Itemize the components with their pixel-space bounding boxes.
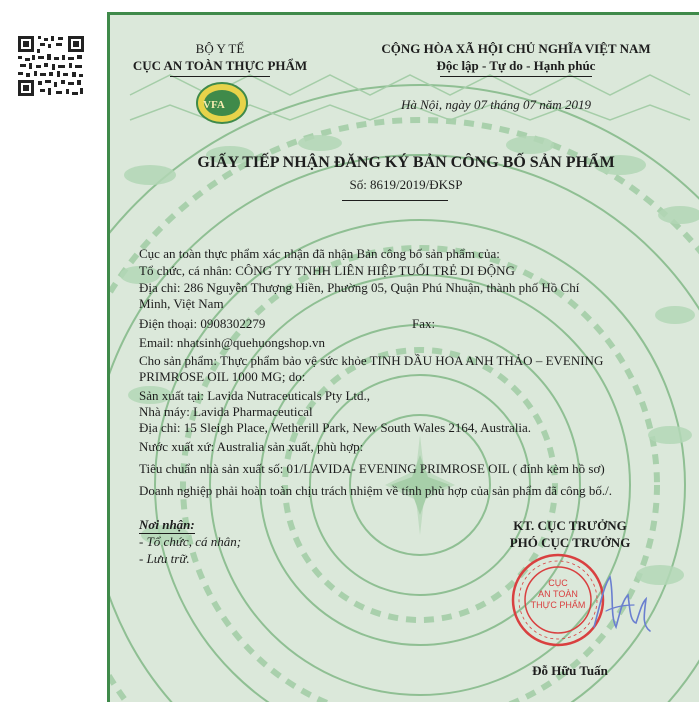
fax-line: Fax: (412, 316, 436, 331)
logo-text: VFA (203, 99, 225, 111)
republic-name: CỘNG HÒA XÃ HỘI CHỦ NGHĨA VIỆT NAM (381, 41, 651, 56)
motto-underline (440, 76, 592, 77)
certificate (107, 12, 699, 702)
ministry-name: BỘ Y TẾ (195, 41, 245, 56)
body-line-3: Địa chỉ: 286 Nguyễn Thượng Hiền, Phường 05, Quận Phú Nhuận, thành phố Hồ Chí (139, 280, 580, 295)
factory-line: Nhà máy: Lavida Pharmaceutical (139, 404, 313, 419)
agency-underline (170, 76, 270, 77)
number-underline (342, 200, 448, 201)
standard-line: Tiêu chuẩn nhà sản xuất số: 01/LAVIDA- EVENING PRIMROSE OIL ( đính kèm hồ sơ) (139, 461, 605, 476)
maker-line: Sản xuất tại: Lavida Nutraceuticals Pty Ltd., (139, 388, 371, 403)
factory-address-line: Địa chỉ: 15 Sleigh Place, Wetherill Park, New South Wales 2164, Australia. (139, 420, 532, 435)
handwritten-signature (580, 565, 660, 645)
recipient-item-2: - Lưu trữ. (139, 551, 190, 566)
signer-title-1: KT. CỤC TRƯỞNG (513, 518, 627, 533)
body-line-2: Tổ chức, cá nhân: CÔNG TY TNHH LIÊN HIỆP TUỔI TRẺ DI ĐỘNG (139, 263, 515, 278)
document-title: GIẤY TIẾP NHẬN ĐĂNG KÝ BẢN CÔNG BỐ SẢN PHẨM (197, 154, 615, 171)
agency-name: CỤC AN TOÀN THỰC PHẨM (132, 58, 308, 73)
responsibility-line: Doanh nghiệp phải hoàn toàn chịu trách nhiệm về tính phù hợp của sản phẩm đã công bố./. (139, 483, 612, 498)
product-line-2: PRIMROSE OIL 1000 MG; do: (139, 369, 306, 384)
body-line-1: Cục an toàn thực phẩm xác nhận đã nhận Bản công bố sản phẩm của: (139, 246, 500, 261)
document-number: Số: 8619/2019/ĐKSP (349, 177, 463, 192)
email-line: Email: nhatsinh@quehuongshop.vn (139, 335, 326, 350)
stamp-line-3: THỰC PHẨM (530, 600, 586, 610)
qr-code (16, 34, 86, 98)
stamp-line-1: CỤC (548, 578, 568, 588)
recipient-item-1: - Tổ chức, cá nhân; (139, 534, 242, 549)
national-motto: Độc lập - Tự do - Hạnh phúc (436, 58, 596, 73)
recipients-heading: Nơi nhận: (139, 517, 195, 532)
signer-title-2: PHÓ CỤC TRƯỞNG (509, 535, 631, 550)
product-line-1: Cho sản phẩm: Thực phẩm bảo vệ sức khỏe TINH DẦU HOA ANH THẢO – EVENING (139, 353, 604, 368)
issue-date: Hà Nội, ngày 07 tháng 07 năm 2019 (401, 97, 591, 112)
origin-line: Nước xuất xứ: Australia sản xuất, phù hợp: (139, 439, 364, 454)
phone-line: Điện thoại: 0908302279 (139, 316, 266, 331)
signer-name: Đỗ Hữu Tuấn (532, 663, 608, 678)
body-line-4: Minh, Việt Nam (139, 296, 224, 311)
stamp-line-2: AN TOÀN (538, 589, 578, 599)
